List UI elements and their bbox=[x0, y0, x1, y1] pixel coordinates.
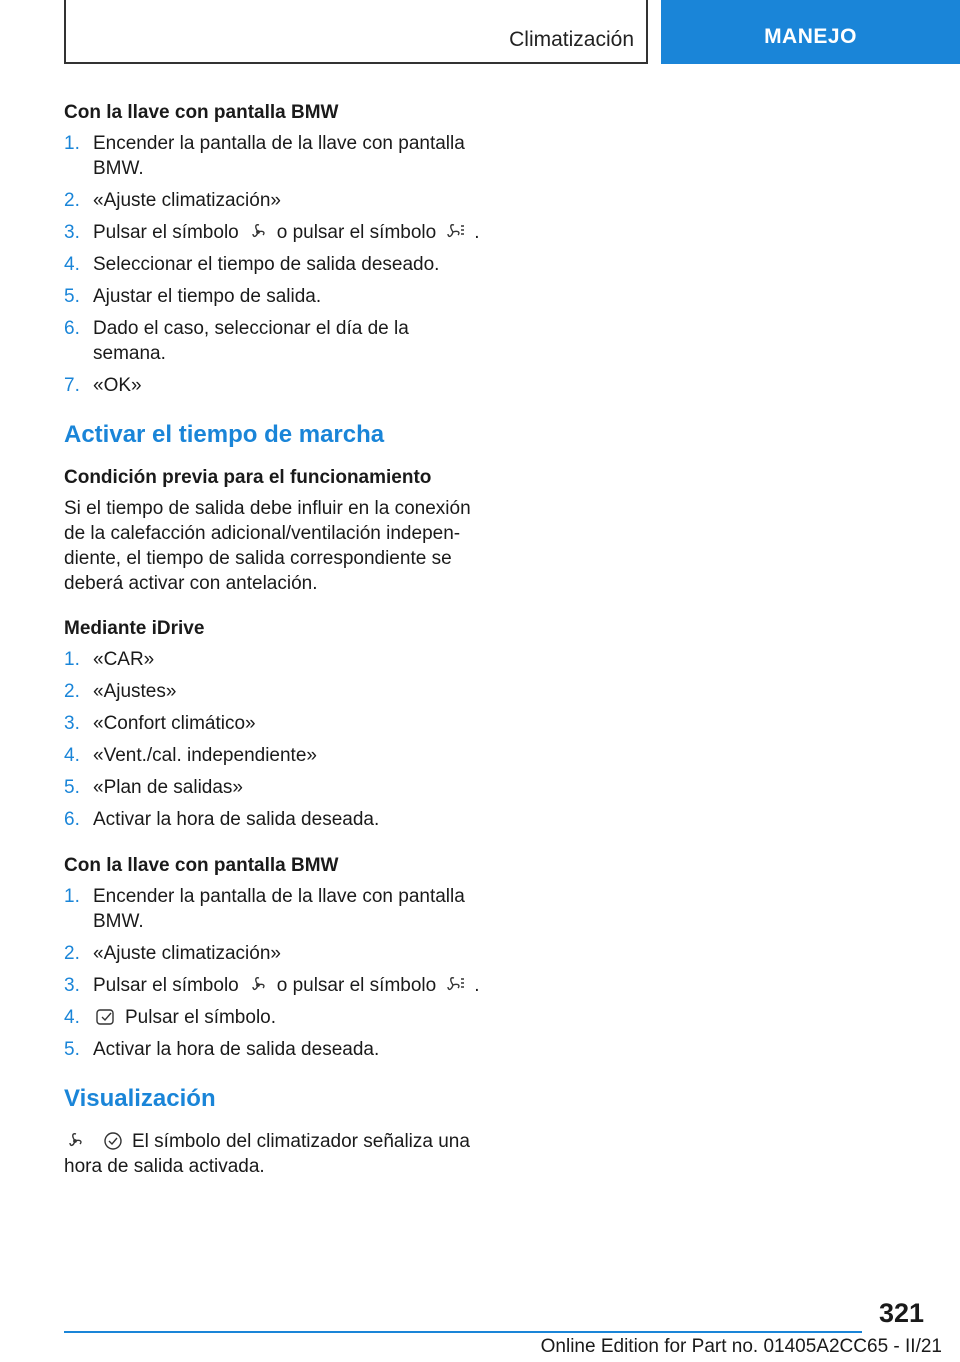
block2-heading: Mediante iDrive bbox=[64, 618, 205, 639]
chapter-tab[interactable]: MANEJO bbox=[661, 0, 960, 64]
section-title: Activar el tiempo de marcha bbox=[64, 421, 385, 448]
list-item: 3. Pulsar el símbolo o pulsar el símbolo . bbox=[64, 222, 480, 243]
visualizacion-text: El símbolo del climatizador señaliza una hora de salida activada. bbox=[64, 1131, 470, 1177]
clock-check-icon bbox=[102, 1131, 124, 1151]
fan-icon bbox=[247, 975, 269, 995]
condition-heading: Condición previa para el funcionamiento bbox=[64, 467, 432, 488]
list-item: 5. Ajustar el tiempo de salida. bbox=[64, 286, 322, 307]
timer-check-icon bbox=[95, 1007, 117, 1027]
list-item: 3. «Confort climático» bbox=[64, 713, 256, 734]
list-item: 2. «Ajuste climatización» bbox=[64, 943, 281, 964]
page-content bbox=[64, 100, 484, 1185]
fan-heat-icon bbox=[444, 222, 466, 242]
list-item: 1. Encender la pantalla de la llave con pantalla BMW. bbox=[64, 133, 465, 179]
list-item: 2. «Ajuste climatización» bbox=[64, 190, 281, 211]
list-item: 4. Seleccionar el tiempo de salida deseado. bbox=[64, 254, 440, 275]
section-title-visualizacion: Visualización bbox=[64, 1085, 216, 1112]
fan-icon bbox=[64, 1131, 86, 1151]
list-item: 1. «CAR» bbox=[64, 649, 155, 670]
footer-edition: Online Edition for Part no. 01405A2CC65 - II/21 bbox=[540, 1336, 942, 1357]
block1-heading: Con la llave con pantalla BMW bbox=[64, 102, 339, 123]
list-item: 1. Encender la pantalla de la llave con pantalla BMW. bbox=[64, 886, 465, 932]
footer-divider bbox=[64, 1331, 862, 1333]
block3-heading: Con la llave con pantalla BMW bbox=[64, 855, 339, 876]
list-item: 7. «OK» bbox=[64, 375, 142, 396]
fan-icon bbox=[247, 222, 269, 242]
fan-heat-icon bbox=[444, 975, 466, 995]
list-item: 6. Activar la hora de salida deseada. bbox=[64, 809, 380, 830]
list-item: 5. «Plan de salidas» bbox=[64, 777, 243, 798]
list-item: 3. Pulsar el símbolo o pulsar el símbolo . bbox=[64, 975, 480, 996]
condition-text: Si el tiempo de salida debe influir en la conexión de la calefacción adicional/ventilación independiente, el tiempo de salida correspondiente se deberá activar con antelación. bbox=[64, 498, 471, 594]
list-item: 5. Activar la hora de salida deseada. bbox=[64, 1039, 380, 1060]
header-frame bbox=[64, 0, 648, 64]
header-title: Climatización bbox=[509, 28, 634, 51]
list-item: 6. Dado el caso, seleccionar el día de la semana. bbox=[64, 318, 409, 364]
list-item: 4. «Vent./cal. independiente» bbox=[64, 745, 317, 766]
list-item: 4. Pulsar el símbolo. bbox=[64, 1007, 277, 1028]
list-item: 2. «Ajustes» bbox=[64, 681, 177, 702]
page-number: 321 bbox=[878, 1298, 924, 1328]
